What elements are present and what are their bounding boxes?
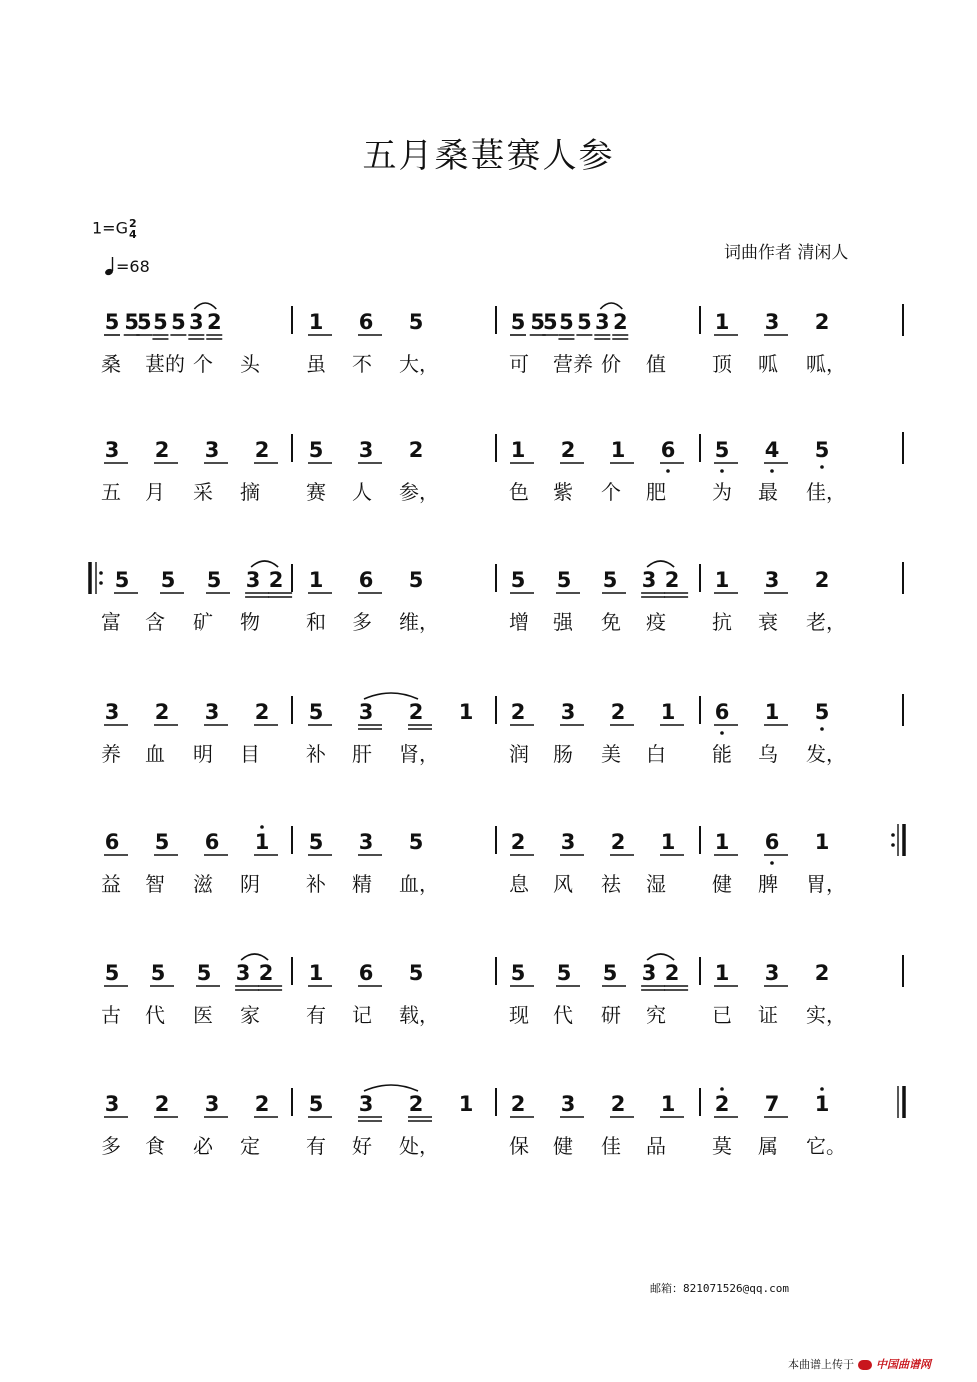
note-digit: 5 bbox=[171, 310, 186, 334]
repeat-dot bbox=[891, 843, 895, 847]
lyric-syllable: 现 bbox=[509, 1003, 529, 1027]
lyric-syllable: 摘 bbox=[240, 480, 260, 504]
note-digit: 5 bbox=[154, 830, 170, 854]
note-digit: 3 bbox=[358, 830, 374, 854]
note-digit: 5 bbox=[577, 310, 592, 334]
lyric-syllable: 处， bbox=[399, 1134, 439, 1158]
lyric-syllable: 血， bbox=[399, 872, 439, 896]
lyric-syllable: 目 bbox=[240, 742, 260, 766]
note-digit: 5 bbox=[308, 830, 324, 854]
lyric-syllable: 可 bbox=[509, 352, 529, 376]
note-digit: 2 bbox=[408, 438, 424, 462]
lyric-syllable: 保 bbox=[509, 1134, 529, 1158]
lyric-syllable: 家 bbox=[240, 1003, 260, 1027]
lyric-syllable: 胃， bbox=[806, 872, 846, 896]
note-digit: 5 bbox=[556, 961, 572, 985]
note-digit: 3 bbox=[245, 568, 261, 592]
repeat-dot bbox=[99, 571, 103, 575]
low-octave-dot bbox=[720, 731, 724, 735]
note-digit: 1 bbox=[714, 310, 730, 334]
lyric-syllable: 佳 bbox=[601, 1134, 621, 1158]
note-digit: 3 bbox=[641, 961, 657, 985]
lyric-syllable: 滋 bbox=[193, 872, 213, 896]
high-octave-dot bbox=[260, 825, 264, 829]
lyric-syllable: 肥 bbox=[646, 480, 666, 504]
note-digit: 2 bbox=[206, 310, 222, 334]
note-digit: 5 bbox=[408, 830, 424, 854]
lyric-syllable: 桑 bbox=[101, 352, 121, 376]
lyric-syllable: 价 bbox=[601, 352, 621, 376]
lyric-syllable: 精 bbox=[352, 872, 372, 896]
note-digit: 6 bbox=[104, 830, 120, 854]
note-digit: 3 bbox=[204, 438, 220, 462]
lyric-syllable: 多 bbox=[101, 1134, 121, 1158]
note-digit: 2 bbox=[254, 700, 270, 724]
note-digit: 3 bbox=[764, 961, 780, 985]
lyric-syllable: 维， bbox=[399, 610, 439, 634]
lyric-syllable: 究 bbox=[646, 1003, 666, 1027]
lyric-syllable: 古 bbox=[101, 1003, 121, 1027]
note-digit: 3 bbox=[560, 700, 576, 724]
note-digit: 5 bbox=[814, 700, 830, 724]
lyric-syllable: 食 bbox=[145, 1134, 165, 1158]
lyric-syllable: 葚的 bbox=[145, 352, 185, 376]
upload-note: 本曲谱上传于 bbox=[788, 1358, 854, 1371]
lyric-syllable: 有 bbox=[306, 1134, 326, 1158]
lyric-syllable: 息 bbox=[509, 872, 529, 896]
note-digit: 3 bbox=[358, 700, 374, 724]
lyric-syllable: 为 bbox=[712, 480, 732, 504]
lyric-syllable: 润 bbox=[509, 742, 529, 766]
note-digit: 6 bbox=[714, 700, 730, 724]
lyric-syllable: 营养 bbox=[553, 352, 593, 376]
site-name: 中国曲谱网 bbox=[876, 1358, 931, 1371]
note-digit: 6 bbox=[358, 310, 374, 334]
note-digit: 5 bbox=[510, 961, 526, 985]
lyric-syllable: 抗 bbox=[712, 610, 732, 634]
lyric-syllable: 五 bbox=[101, 480, 121, 504]
note-digit: 5 bbox=[308, 700, 324, 724]
slur-arc bbox=[364, 1085, 418, 1091]
note-digit: 5 bbox=[510, 568, 526, 592]
lyric-syllable: 血 bbox=[145, 742, 165, 766]
note-digit: 3 bbox=[764, 310, 780, 334]
lyric-syllable: 月 bbox=[145, 480, 165, 504]
note-digit: 3 bbox=[560, 1092, 576, 1116]
slur-arc bbox=[251, 561, 278, 567]
low-octave-dot bbox=[770, 469, 774, 473]
note-digit: 1 bbox=[308, 310, 324, 334]
note-digit: 1 bbox=[458, 700, 474, 724]
note-digit: 3 bbox=[358, 1092, 374, 1116]
lyric-syllable: 代 bbox=[145, 1003, 165, 1027]
note-digit: 1 bbox=[714, 961, 730, 985]
note-digit: 1 bbox=[714, 568, 730, 592]
note-digit: 2 bbox=[610, 830, 626, 854]
lyric-syllable: 紫 bbox=[553, 480, 573, 504]
note-digit: 1 bbox=[458, 1092, 474, 1116]
note-digit: 2 bbox=[664, 568, 680, 592]
note-digit: 1 bbox=[308, 568, 324, 592]
lyric-syllable: 研 bbox=[601, 1003, 621, 1027]
time-sig-bottom: 4 bbox=[128, 228, 137, 241]
lyric-syllable: 已 bbox=[712, 1003, 732, 1027]
lyric-syllable: 呱， bbox=[806, 352, 846, 376]
note-digit: 6 bbox=[204, 830, 220, 854]
note-digit: 2 bbox=[714, 1092, 730, 1116]
note-digit: 5 bbox=[556, 568, 572, 592]
lyric-syllable: 属 bbox=[758, 1134, 778, 1158]
note-digit: 2 bbox=[814, 310, 830, 334]
note-digit: 5 bbox=[714, 438, 730, 462]
lyric-syllable: 定 bbox=[240, 1134, 260, 1158]
lyric-syllable: 健 bbox=[712, 872, 732, 896]
note-digit: 5 bbox=[124, 310, 140, 334]
slur-arc bbox=[364, 693, 418, 699]
note-digit: 3 bbox=[235, 961, 251, 985]
note-digit: 1 bbox=[660, 1092, 676, 1116]
lyric-syllable: 白 bbox=[646, 742, 666, 766]
note-digit: 5 bbox=[408, 310, 424, 334]
note-digit: 3 bbox=[204, 1092, 220, 1116]
lyric-syllable: 发， bbox=[806, 742, 846, 766]
lyric-syllable: 代 bbox=[553, 1003, 573, 1027]
lyric-syllable: 个 bbox=[193, 352, 213, 376]
note-digit: 5 bbox=[308, 438, 324, 462]
note-digit: 2 bbox=[510, 700, 526, 724]
lyric-syllable: 多 bbox=[352, 610, 372, 634]
note-digit: 5 bbox=[814, 438, 830, 462]
lyric-syllable: 大， bbox=[399, 352, 439, 376]
lyric-syllable: 参， bbox=[399, 480, 439, 504]
note-digit: 1 bbox=[660, 830, 676, 854]
lyric-syllable: 阴 bbox=[240, 872, 260, 896]
lyric-syllable: 祛 bbox=[601, 872, 621, 896]
lyric-syllable: 肠 bbox=[553, 742, 573, 766]
lyric-syllable: 免 bbox=[601, 610, 621, 634]
lyric-syllable: 个 bbox=[601, 480, 621, 504]
note-digit: 5 bbox=[104, 961, 120, 985]
lyric-syllable: 人 bbox=[352, 480, 372, 504]
note-digit: 3 bbox=[204, 700, 220, 724]
lyric-syllable: 有 bbox=[306, 1003, 326, 1027]
note-digit: 5 bbox=[308, 1092, 324, 1116]
note-digit: 3 bbox=[641, 568, 657, 592]
lyric-syllable: 赛 bbox=[306, 480, 326, 504]
note-digit: 2 bbox=[154, 1092, 170, 1116]
note-digit: 2 bbox=[664, 961, 680, 985]
note-digit: 2 bbox=[254, 438, 270, 462]
lyric-syllable: 衰 bbox=[758, 610, 778, 634]
note-digit: 5 bbox=[196, 961, 212, 985]
note-digit: 5 bbox=[408, 961, 424, 985]
note-digit: 3 bbox=[104, 700, 120, 724]
lyric-syllable: 智 bbox=[145, 872, 165, 896]
lyric-syllable: 益 bbox=[101, 872, 121, 896]
note-digit: 5 bbox=[602, 961, 618, 985]
note-digit: 3 bbox=[358, 438, 374, 462]
note-digit: 2 bbox=[814, 568, 830, 592]
lyric-syllable: 含 bbox=[145, 610, 165, 634]
lyric-syllable: 值 bbox=[646, 352, 666, 376]
site-logo-icon bbox=[858, 1360, 872, 1370]
lyric-syllable: 疫 bbox=[646, 610, 666, 634]
high-octave-dot bbox=[720, 1087, 724, 1091]
lyric-syllable: 和 bbox=[306, 610, 326, 634]
lyric-syllable: 老， bbox=[806, 610, 846, 634]
lyric-syllable: 莫 bbox=[712, 1134, 732, 1158]
lyric-syllable: 色 bbox=[509, 480, 529, 504]
note-digit: 2 bbox=[268, 568, 284, 592]
note-digit: 5 bbox=[542, 310, 558, 334]
slur-arc bbox=[647, 954, 674, 960]
lyric-syllable: 呱 bbox=[758, 352, 778, 376]
lyric-syllable: 最 bbox=[758, 480, 778, 504]
note-digit: 3 bbox=[595, 310, 610, 334]
note-digit: 6 bbox=[358, 568, 374, 592]
note-digit: 2 bbox=[814, 961, 830, 985]
song-title: 五月桑葚赛人参 bbox=[362, 136, 615, 176]
note-digit: 5 bbox=[408, 568, 424, 592]
note-digit: 6 bbox=[660, 438, 676, 462]
note-digit: 5 bbox=[530, 310, 546, 334]
low-octave-dot bbox=[820, 465, 824, 469]
note-digit: 3 bbox=[764, 568, 780, 592]
note-digit: 1 bbox=[764, 700, 780, 724]
lyric-syllable: 实， bbox=[806, 1003, 846, 1027]
low-octave-dot bbox=[720, 469, 724, 473]
high-octave-dot bbox=[820, 1087, 824, 1091]
lyric-syllable: 品 bbox=[646, 1134, 666, 1158]
note-digit: 5 bbox=[104, 310, 120, 334]
note-digit: 1 bbox=[660, 700, 676, 724]
note-digit: 5 bbox=[136, 310, 152, 334]
lyric-syllable: 健 bbox=[553, 1134, 573, 1158]
note-digit: 1 bbox=[308, 961, 324, 985]
lyric-syllable: 采 bbox=[193, 480, 213, 504]
composer-credit: 词曲作者 清闲人 bbox=[724, 243, 849, 263]
low-octave-dot bbox=[770, 861, 774, 865]
lyric-syllable: 顶 bbox=[712, 352, 732, 376]
lyric-syllable: 能 bbox=[712, 742, 732, 766]
note-digit: 1 bbox=[814, 830, 830, 854]
note-digit: 2 bbox=[560, 438, 576, 462]
slur-arc bbox=[241, 954, 268, 960]
lyric-syllable: 载， bbox=[399, 1003, 439, 1027]
lyric-syllable: 不 bbox=[352, 352, 372, 376]
note-digit: 2 bbox=[612, 310, 628, 334]
note-digit: 1 bbox=[714, 830, 730, 854]
lyric-syllable: 增 bbox=[509, 610, 529, 634]
note-digit: 1 bbox=[254, 830, 270, 854]
note-digit: 5 bbox=[206, 568, 222, 592]
slur-arc bbox=[194, 303, 216, 309]
time-sig-top: 2 bbox=[128, 217, 137, 230]
email-note: 邮箱：821071526@qq.com bbox=[650, 1282, 789, 1295]
note-digit: 5 bbox=[114, 568, 130, 592]
lyric-syllable: 肾， bbox=[399, 742, 439, 766]
low-octave-dot bbox=[820, 727, 824, 731]
lyric-syllable: 强 bbox=[553, 610, 573, 634]
low-octave-dot bbox=[666, 469, 670, 473]
lyric-syllable: 矿 bbox=[193, 610, 213, 634]
note-digit: 3 bbox=[560, 830, 576, 854]
lyric-syllable: 头 bbox=[240, 352, 260, 376]
note-digit: 1 bbox=[814, 1092, 830, 1116]
note-digit: 6 bbox=[358, 961, 374, 985]
note-digit: 4 bbox=[764, 438, 780, 462]
note-digit: 5 bbox=[510, 310, 526, 334]
lyric-syllable: 医 bbox=[193, 1003, 213, 1027]
note-digit: 2 bbox=[154, 700, 170, 724]
repeat-dot bbox=[99, 581, 103, 585]
lyric-syllable: 风 bbox=[553, 872, 573, 896]
note-digit: 2 bbox=[610, 700, 626, 724]
tempo-value: =68 bbox=[116, 257, 150, 276]
lyric-syllable: 湿 bbox=[646, 872, 666, 896]
lyric-syllable: 它。 bbox=[806, 1134, 846, 1158]
lyric-syllable: 明 bbox=[193, 742, 213, 766]
note-digit: 3 bbox=[189, 310, 204, 334]
note-digit: 2 bbox=[510, 1092, 526, 1116]
repeat-dot bbox=[891, 833, 895, 837]
lyric-syllable: 补 bbox=[306, 742, 326, 766]
slur-arc bbox=[600, 303, 622, 309]
lyric-syllable: 美 bbox=[601, 742, 621, 766]
note-digit: 2 bbox=[408, 700, 424, 724]
note-digit: 5 bbox=[559, 310, 574, 334]
note-digit: 2 bbox=[254, 1092, 270, 1116]
lyric-syllable: 补 bbox=[306, 872, 326, 896]
note-digit: 2 bbox=[154, 438, 170, 462]
lyric-syllable: 证 bbox=[758, 1003, 778, 1027]
note-digit: 3 bbox=[104, 438, 120, 462]
note-digit: 5 bbox=[153, 310, 168, 334]
lyric-syllable: 富 bbox=[101, 610, 121, 634]
lyric-syllable: 乌 bbox=[758, 742, 778, 766]
note-digit: 5 bbox=[602, 568, 618, 592]
upload-footer bbox=[788, 1356, 931, 1372]
lyric-syllable: 物 bbox=[240, 610, 260, 634]
lyric-syllable: 脾 bbox=[758, 872, 778, 896]
lyric-syllable: 记 bbox=[352, 1003, 372, 1027]
note-digit: 1 bbox=[610, 438, 626, 462]
note-digit: 2 bbox=[510, 830, 526, 854]
note-digit: 2 bbox=[408, 1092, 424, 1116]
key-label: 1=G bbox=[92, 218, 128, 238]
lyric-syllable: 虽 bbox=[306, 352, 326, 376]
note-digit: 7 bbox=[764, 1092, 780, 1116]
note-digit: 6 bbox=[764, 830, 780, 854]
note-digit: 3 bbox=[104, 1092, 120, 1116]
slur-arc bbox=[647, 561, 674, 567]
lyric-syllable: 必 bbox=[193, 1134, 213, 1158]
lyric-syllable: 好 bbox=[352, 1134, 372, 1158]
lyric-syllable: 肝 bbox=[352, 742, 372, 766]
note-digit: 5 bbox=[150, 961, 166, 985]
note-digit: 2 bbox=[610, 1092, 626, 1116]
lyric-syllable: 佳， bbox=[806, 480, 846, 504]
note-digit: 5 bbox=[160, 568, 176, 592]
lyric-syllable: 养 bbox=[101, 742, 121, 766]
note-digit: 1 bbox=[510, 438, 526, 462]
note-digit: 2 bbox=[258, 961, 274, 985]
